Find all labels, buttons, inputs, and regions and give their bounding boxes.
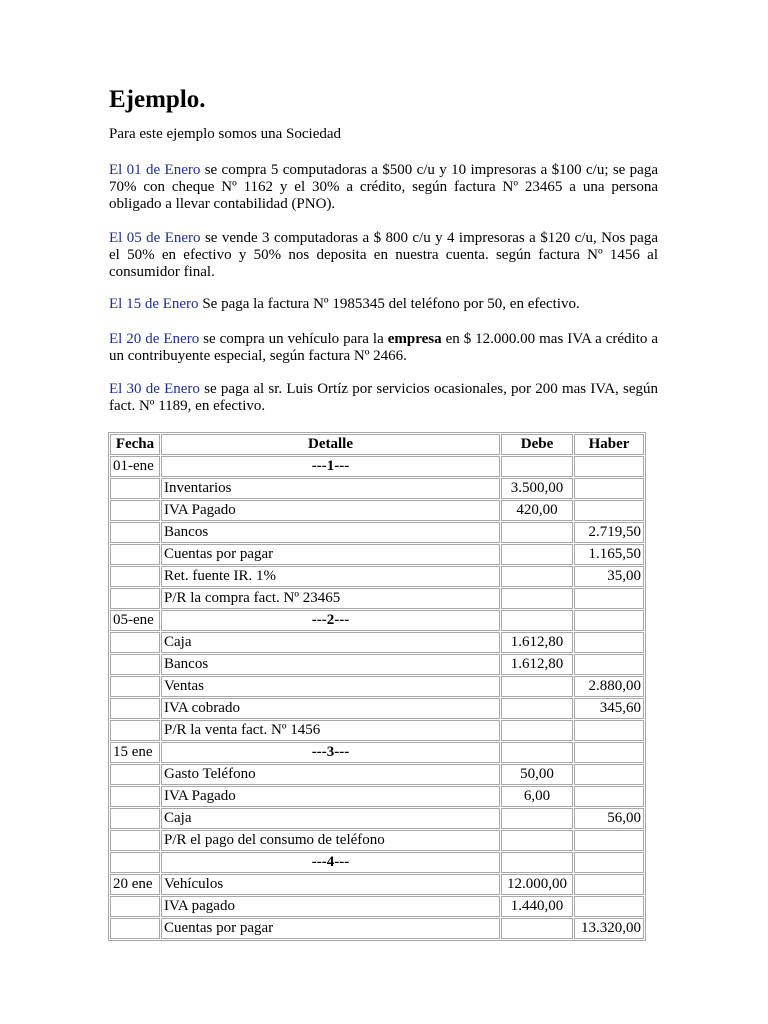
cell-fecha <box>110 830 160 851</box>
table-row <box>110 632 644 653</box>
paragraph-text: se paga al sr. Luis Ortíz por servicios ocasionales, por 200 mas IVA, según fact. Nº 1189, en efectivo. <box>109 381 658 414</box>
cell-detalle: Bancos <box>161 522 500 543</box>
cell-fecha <box>110 808 160 829</box>
table-row <box>110 456 644 477</box>
cell-haber <box>574 588 644 609</box>
cell-detalle: Cuentas por pagar <box>161 918 500 939</box>
cell-fecha <box>110 654 160 675</box>
paragraph-date: El 01 de Enero <box>109 162 201 178</box>
cell-debe: 1.612,80 <box>501 654 573 675</box>
cell-detalle: Caja <box>161 808 500 829</box>
cell-debe: 1.612,80 <box>501 632 573 653</box>
cell-detalle: IVA Pagado <box>161 786 500 807</box>
cell-fecha <box>110 544 160 565</box>
cell-debe <box>501 456 573 477</box>
cell-detalle: ---3--- <box>161 742 500 763</box>
cell-haber <box>574 478 644 499</box>
page-title: Ejemplo. <box>109 86 206 113</box>
cell-haber <box>574 742 644 763</box>
header-detalle: Detalle <box>161 434 500 455</box>
cell-detalle: IVA pagado <box>161 896 500 917</box>
table-row <box>110 544 644 565</box>
paragraph-text: se compra un vehículo para la <box>199 331 388 347</box>
cell-fecha <box>110 896 160 917</box>
cell-fecha <box>110 918 160 939</box>
paragraph-15-enero <box>109 296 658 313</box>
table-row <box>110 918 644 939</box>
cell-haber <box>574 456 644 477</box>
cell-detalle: Caja <box>161 632 500 653</box>
cell-debe <box>501 544 573 565</box>
cell-detalle: IVA Pagado <box>161 500 500 521</box>
cell-fecha: 01-ene <box>110 456 160 477</box>
cell-debe <box>501 588 573 609</box>
table-row <box>110 742 644 763</box>
cell-haber <box>574 830 644 851</box>
paragraph-text: Se paga la factura Nº 1985345 del teléfono por 50, en efectivo. <box>198 296 580 312</box>
table-row <box>110 808 644 829</box>
cell-debe <box>501 566 573 587</box>
cell-debe <box>501 698 573 719</box>
cell-debe: 420,00 <box>501 500 573 521</box>
cell-detalle: ---1--- <box>161 456 500 477</box>
cell-haber: 56,00 <box>574 808 644 829</box>
paragraph-text: se vende 3 computadoras a $ 800 c/u y 4 impresoras a $120 c/u, Nos paga el 50% en efectivo y 50% nos deposita en nuestra cuenta. según factura Nº 1456 al consumidor final. <box>109 230 658 280</box>
cell-haber: 13.320,00 <box>574 918 644 939</box>
cell-detalle: P/R la venta fact. Nº 1456 <box>161 720 500 741</box>
cell-haber: 1.165,50 <box>574 544 644 565</box>
cell-haber: 35,00 <box>574 566 644 587</box>
cell-fecha <box>110 478 160 499</box>
cell-haber <box>574 852 644 873</box>
table-row <box>110 588 644 609</box>
cell-fecha <box>110 786 160 807</box>
table-row <box>110 654 644 675</box>
cell-fecha <box>110 566 160 587</box>
paragraph-date: El 05 de Enero <box>109 230 201 246</box>
cell-haber <box>574 896 644 917</box>
cell-fecha <box>110 588 160 609</box>
paragraph-20-enero <box>109 331 658 365</box>
paragraph-date: El 30 de Enero <box>109 381 200 397</box>
cell-haber <box>574 720 644 741</box>
paragraph-date: El 20 de Enero <box>109 331 200 347</box>
cell-fecha <box>110 698 160 719</box>
cell-debe <box>501 610 573 631</box>
paragraph-01-enero <box>109 162 658 213</box>
cell-detalle: Cuentas por pagar <box>161 544 500 565</box>
paragraph-date: El 15 de Enero <box>109 296 199 312</box>
cell-haber <box>574 500 644 521</box>
cell-fecha <box>110 720 160 741</box>
paragraph-text-end: en $ 12.000.00 mas IVA a crédito a un contribuyente especial, según factura Nº 2466. <box>109 331 658 364</box>
cell-debe: 3.500,00 <box>501 478 573 499</box>
table-row <box>110 500 644 521</box>
paragraph-bold-word: empresa <box>387 331 442 347</box>
journal-table <box>108 432 646 941</box>
table-row <box>110 522 644 543</box>
table-row <box>110 478 644 499</box>
header-haber: Haber <box>574 434 644 455</box>
cell-debe: 50,00 <box>501 764 573 785</box>
paragraph-text: se compra 5 computadoras a $500 c/u y 10 impresoras a $100 c/u; se paga 70% con cheque Nº 1162 y el 30% a crédito, según factura Nº 23465 a una persona obligado a llevar contabilidad (PNO). <box>109 162 658 212</box>
cell-haber <box>574 632 644 653</box>
cell-detalle: IVA cobrado <box>161 698 500 719</box>
cell-haber: 2.719,50 <box>574 522 644 543</box>
table-row <box>110 874 644 895</box>
cell-debe: 1.440,00 <box>501 896 573 917</box>
cell-debe <box>501 676 573 697</box>
cell-fecha <box>110 764 160 785</box>
table-header-row <box>110 434 644 455</box>
cell-debe: 12.000,00 <box>501 874 573 895</box>
cell-detalle: Inventarios <box>161 478 500 499</box>
table-row <box>110 830 644 851</box>
cell-debe <box>501 720 573 741</box>
cell-fecha <box>110 522 160 543</box>
cell-haber <box>574 786 644 807</box>
cell-detalle: ---2--- <box>161 610 500 631</box>
cell-detalle: ---4--- <box>161 852 500 873</box>
cell-detalle: P/R la compra fact. Nº 23465 <box>161 588 500 609</box>
cell-detalle: Ventas <box>161 676 500 697</box>
cell-detalle: Gasto Teléfono <box>161 764 500 785</box>
cell-haber <box>574 654 644 675</box>
cell-fecha <box>110 676 160 697</box>
cell-debe <box>501 830 573 851</box>
cell-detalle: P/R el pago del consumo de teléfono <box>161 830 500 851</box>
cell-fecha: 20 ene <box>110 874 160 895</box>
cell-fecha <box>110 632 160 653</box>
header-fecha: Fecha <box>110 434 160 455</box>
cell-debe <box>501 808 573 829</box>
table-row <box>110 786 644 807</box>
cell-haber <box>574 874 644 895</box>
cell-debe: 6,00 <box>501 786 573 807</box>
cell-debe <box>501 522 573 543</box>
cell-haber <box>574 610 644 631</box>
cell-haber <box>574 764 644 785</box>
cell-fecha: 05-ene <box>110 610 160 631</box>
cell-debe <box>501 852 573 873</box>
table-row <box>110 698 644 719</box>
cell-detalle: Bancos <box>161 654 500 675</box>
cell-detalle: Vehículos <box>161 874 500 895</box>
table-row <box>110 610 644 631</box>
header-debe: Debe <box>501 434 573 455</box>
paragraph-30-enero <box>109 381 658 415</box>
cell-haber: 2.880,00 <box>574 676 644 697</box>
paragraph-05-enero <box>109 230 658 281</box>
table-row <box>110 852 644 873</box>
table-row <box>110 764 644 785</box>
table-row <box>110 720 644 741</box>
cell-debe <box>501 918 573 939</box>
intro-text: Para este ejemplo somos una Sociedad <box>109 126 342 142</box>
cell-fecha <box>110 500 160 521</box>
cell-debe <box>501 742 573 763</box>
cell-fecha <box>110 852 160 873</box>
cell-detalle: Ret. fuente IR. 1% <box>161 566 500 587</box>
cell-fecha: 15 ene <box>110 742 160 763</box>
table-row <box>110 676 644 697</box>
cell-haber: 345,60 <box>574 698 644 719</box>
table-row <box>110 566 644 587</box>
table-row <box>110 896 644 917</box>
